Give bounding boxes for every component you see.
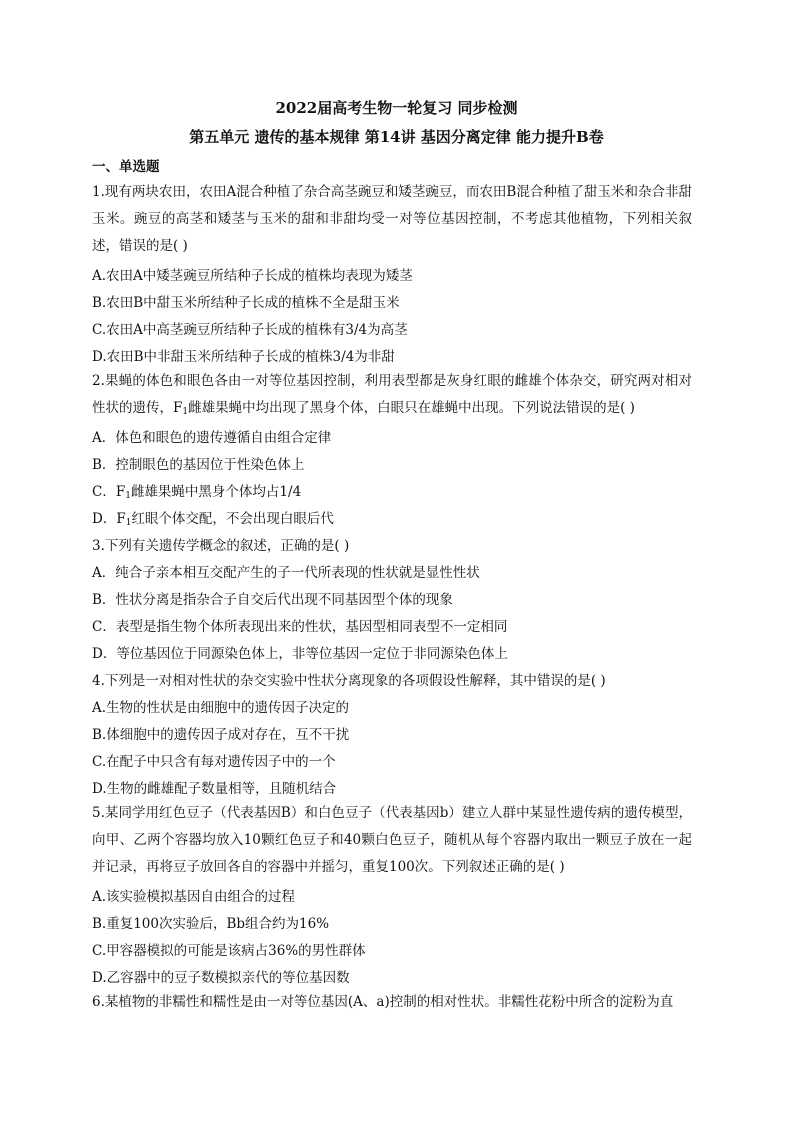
question-3-option-b: B．性状分离是指杂合子自交后代出现不同基因型个体的现象 [92,592,453,608]
question-2-option-d: D．$F_1$红眼个体交配，不会出现白眼后代 [92,511,334,528]
question-5-option-b: B.重复100次实验后，Bb组合约为16% [92,916,330,932]
question-3-stem: 3.下列有关遗传学概念的叙述，正确的是( ) [92,538,350,554]
question-4-option-a: A.生物的性状是由细胞中的遗传因子决定的 [92,700,350,716]
question-3-option-c: C．表型是指生物个体所表现出来的性状，基因型相同表型不一定相同 [92,619,508,635]
question-1-option-a: A.农田A中矮茎豌豆所结种子长成的植株均表现为矮茎 [92,268,413,284]
question-4-option-c: C.在配子中只含有每对遗传因子中的一个 [92,754,336,770]
question-2-option-a: A．体色和眼色的遗传遵循自由组合定律 [92,430,332,446]
question-4-option-b: B.体细胞中的遗传因子成对存在，互不干扰 [92,727,350,743]
question-6-stem: 6.某植物的非糯性和糯性是由一对等位基因(A、a)控制的相对性状。非糯性花粉中所含的淀粉为直 [92,994,674,1010]
question-2-stem: 2.果蝇的体色和眼色各由一对等位基因控制，利用表型都是灰身红眼的雌雄个体杂交，研究两对相对性状的遗传，$F_1$雌雄果蝇中均出现了黑身个体，白眼只在雄蝇中出现。下列说法错误的是( ) [92,373,692,417]
section-heading: 一、单选题 [92,159,160,175]
question-4-option-d: D.生物的雌雄配子数量相等，且随机结合 [92,781,337,797]
question-5-stem: 5.某同学用红色豆子（代表基因B）和白色豆子（代表基因b）建立人群中某显性遗传病的遗传模型，向甲、乙两个容器均放入10颗红色豆子和40颗白色豆子，随机从每个容器内取出一颗豆子放在一起并记录，再将豆子放回各自的容器中并摇匀，重复100次。下列叙述正确的是( ) [92,805,692,875]
document-title: 2022届高考生物一轮复习 同步检测 [275,99,518,117]
question-5-option-c: C.甲容器模拟的可能是该病占36%的男性群体 [92,943,366,959]
question-5-option-d: D.乙容器中的豆子数模拟亲代的等位基因数 [92,970,350,986]
question-3-option-d: D．等位基因位于同源染色体上，非等位基因一定位于非同源染色体上 [92,646,508,662]
question-5-option-a: A.该实验模拟基因自由组合的过程 [92,889,296,905]
question-4-stem: 4.下列是一对相对性状的杂交实验中性状分离现象的各项假设性解释，其中错误的是( ) [92,673,606,689]
question-1-stem: 1.现有两块农田，农田A混合种植了杂合高茎豌豆和矮茎豌豆，而农田B混合种植了甜玉米和杂合非甜玉米。豌豆的高茎和矮茎与玉米的甜和非甜均受一对等位基因控制，不考虑其他植物，下列相关叙述，错误的是( ) [92,184,692,254]
question-2-option-c: C．$F_1$雌雄果蝇中黑身个体均占1/4 [92,484,302,501]
question-1-option-d: D.农田B中非甜玉米所结种子长成的植株3/4为非甜 [92,349,395,365]
question-1-option-c: C.农田A中高茎豌豆所结种子长成的植株有3/4为高茎 [92,322,408,338]
document-subtitle: 第五单元 遗传的基本规律 第14讲 基因分离定律 能力提升B卷 [189,128,604,146]
question-1-option-b: B.农田B中甜玉米所结种子长成的植株不全是甜玉米 [92,295,400,311]
question-3-option-a: A．纯合子亲本相互交配产生的子一代所表现的性状就是显性性状 [92,565,480,581]
question-2-option-b: B．控制眼色的基因位于性染色体上 [92,457,305,473]
